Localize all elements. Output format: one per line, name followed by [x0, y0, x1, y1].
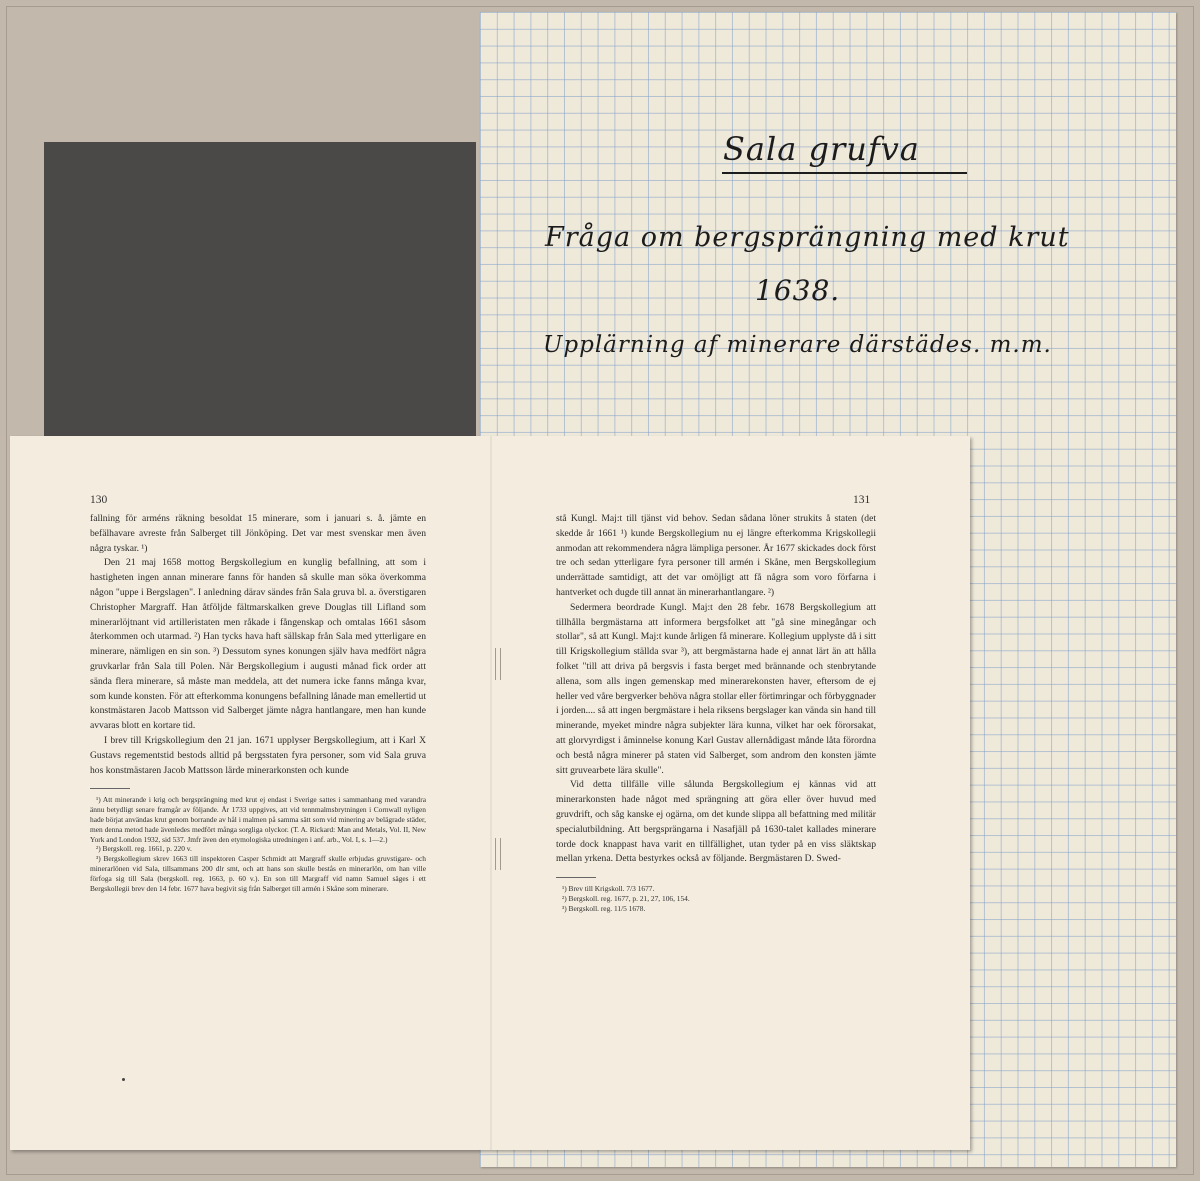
book-spread — [10, 436, 970, 1150]
paragraph: stå Kungl. Maj:t till tjänst vid behov. Sedan sådana löner strukits å staten (det skedde år 1661 ¹) kunde Bergskollegium nu ej längre efterkomma Krigskollegii anmodan att rekommendera några lämpliga personer. År 1677 skickades dock först tre och sedan ytterligare fyra personer till armén i Skåne, men Bergskollegium underrättade samtidigt, att det var omöjligt att få några som voro förfarna i hantverket och dugde till annat än minerarhantlangare. ²) — [556, 513, 876, 598]
footnote: ³) Bergskoll. reg. 11/5 1678. — [562, 903, 646, 913]
staple — [495, 648, 501, 680]
footnote: ³) Bergskollegium skrev 1663 till inspektoren Casper Schmidt att Margraff skulle erbjudas gruvstigare- och minerarlönen vid Sala, tillsammans 200 dlr smt, och att hans son skulle bestås en minerarlön, om han ville förfoga sig till Sala (bergskoll. reg. 1663, p. 60 v.). En son till Margraff vid namn Samuel säges i ett Bergskollegii brev den 14 febr. 1677 hava begivit sig från Salberget till armén i Skåne som minerare. — [90, 854, 426, 893]
footnote-separator — [556, 877, 596, 878]
handwritten-subtitle: Upplärning af minerare därstädes. m.m. — [543, 332, 1052, 358]
handwritten-year: 1638. — [755, 274, 841, 307]
paragraph: Vid detta tillfälle ville sålunda Bergskollegium ej kännas vid att minerarkonsten hade något med sprängning att göra eller över huvud med gruvdrift, och såg kanske ej ogärna, om det kunde slippa all befattning med militär specialutbildning. Att bergsprängarna i Nasafjäll på 1630-talet kallades minerare torde dock knappast hava varit en tillfällighet, utan tyder på en viss släktskap mellan yrkena. Detta bestyrkes också av följande. Bergmästaren D. Swed- — [556, 779, 876, 865]
page-number-right: 131 — [853, 494, 871, 506]
paragraph: fallning för arméns räkning besoldat 15 minerare, som i januari s. å. jämte en befälhavare avreste från Salberget till Jönköping. Det var mest svenskar men även några tyskar. ¹) — [90, 513, 426, 554]
footnote: ²) Bergskoll. reg. 1661, p. 220 v. — [96, 844, 192, 854]
paragraph: Den 21 maj 1658 mottog Bergskollegium en kunglig befallning, att som i hastigheten ingen annan minerare fanns för handen så skulle man söka överkomma någon "uppe i Bergslagen". I anledning därav sändes från Sala gruva bl. a. överstigaren Christopher Margraff. Han åtföljde fältmarskalken greve Douglas till Lifland som minerarlöjtnant vid artilleristaten men råkade i fångenskap och omtalas 1661 såsom återkommen och utarmad. ²) Han tycks hava haft sällskap från Sala med ytterligare en minerare, nämligen en sin son. ³) Dessutom synes konungen själv hava medfört några gruvkarlar från Sala till Polen. När Bergskollegium i augusti månad fick order att sända flera minerare, så måste man meddela, att det numera icke fanns många kvar, som kunde konsten. För att efterkomma konungens befallning lånade man emellertid ut konstmästaren Jacob Mattsson vid Salberget jämte några hantlangare, men han kunde avvaras blott en kortare tid. — [90, 557, 426, 732]
staple — [495, 838, 501, 870]
ink-dot — [122, 1078, 125, 1081]
left-page — [90, 512, 426, 893]
paragraph: I brev till Krigskollegium den 21 jan. 1671 upplyser Bergskollegium, att i Karl X Gustavs regementstid bestods alltid på bergsstaten fyra personer, som vid Sala gruva hos konstmästaren Jacob Mattsson lärde minerarkonsten och kunde — [90, 734, 426, 776]
right-page — [556, 512, 876, 914]
book-fold — [490, 436, 492, 1150]
page-number-left: 130 — [90, 494, 108, 506]
handwritten-title: Sala grufva — [723, 130, 920, 168]
footnote: ¹) Att minerande i krig och bergsprängning med krut ej endast i Sverige sattes i sammanhang med varandra ännu betydligt senare framgår av följande. År 1733 uppgives, att vid tennmalmsbrytningen i Cornwall nyligen hade börjat användas krut genom borrande av hål i malmen på samma sätt som vid minering av belägrade städer, men denna metod hade ävenledes medfört många sorgliga olyckor. (T. A. Rickard: Man and Metals, Vol. II, New York and London 1932, sid 537. Jmfr även den etymologiska utredningen i anf. arb., Vol. I, s. 1—2.) — [90, 795, 426, 844]
paragraph: Sedermera beordrade Kungl. Maj:t den 28 febr. 1678 Bergskollegium att tillhålla bergmästarna att informera bergsfolket att "gå sine minegångar och stollar", så att Kungl. Maj:t kunde årligen få minerare. Kollegium upplyste då i sitt till Krigskollegium ställda svar ³), att bergmästarna hade ej annat lärt än att hålla folket "till att driva på bergsvis i fasta berget med brännande och stenbrytande allena, som alls ingen gemenskap med minerarekonsten haver, eftersom de ej heller ved våre bergverker behöva några stollar eller förtimringar och förbyggnader i jorden.... så att ingen bergmästare i hela riksens bergslager kan vända sin hand till minerande, myeket mindre några subjekter lära kunna, vilket har oek förorsakat, att glorvyrdigst i åminnelse konung Karl Gustav allernådigast månde låta förordna och bestå några minerer på staten vid Salberget, som androm den konsten jämte sitt gruvearbete lära skulle". — [556, 601, 877, 776]
footnote: ¹) Brev till Krigskoll. 7/3 1677. — [562, 884, 655, 894]
handwritten-question: Fråga om bergsprängning med krut — [545, 222, 1070, 253]
title-underline — [722, 172, 967, 174]
footnote: ²) Bergskoll. reg. 1677, p. 21, 27, 106, 154. — [562, 893, 690, 903]
footnote-separator — [90, 788, 130, 789]
